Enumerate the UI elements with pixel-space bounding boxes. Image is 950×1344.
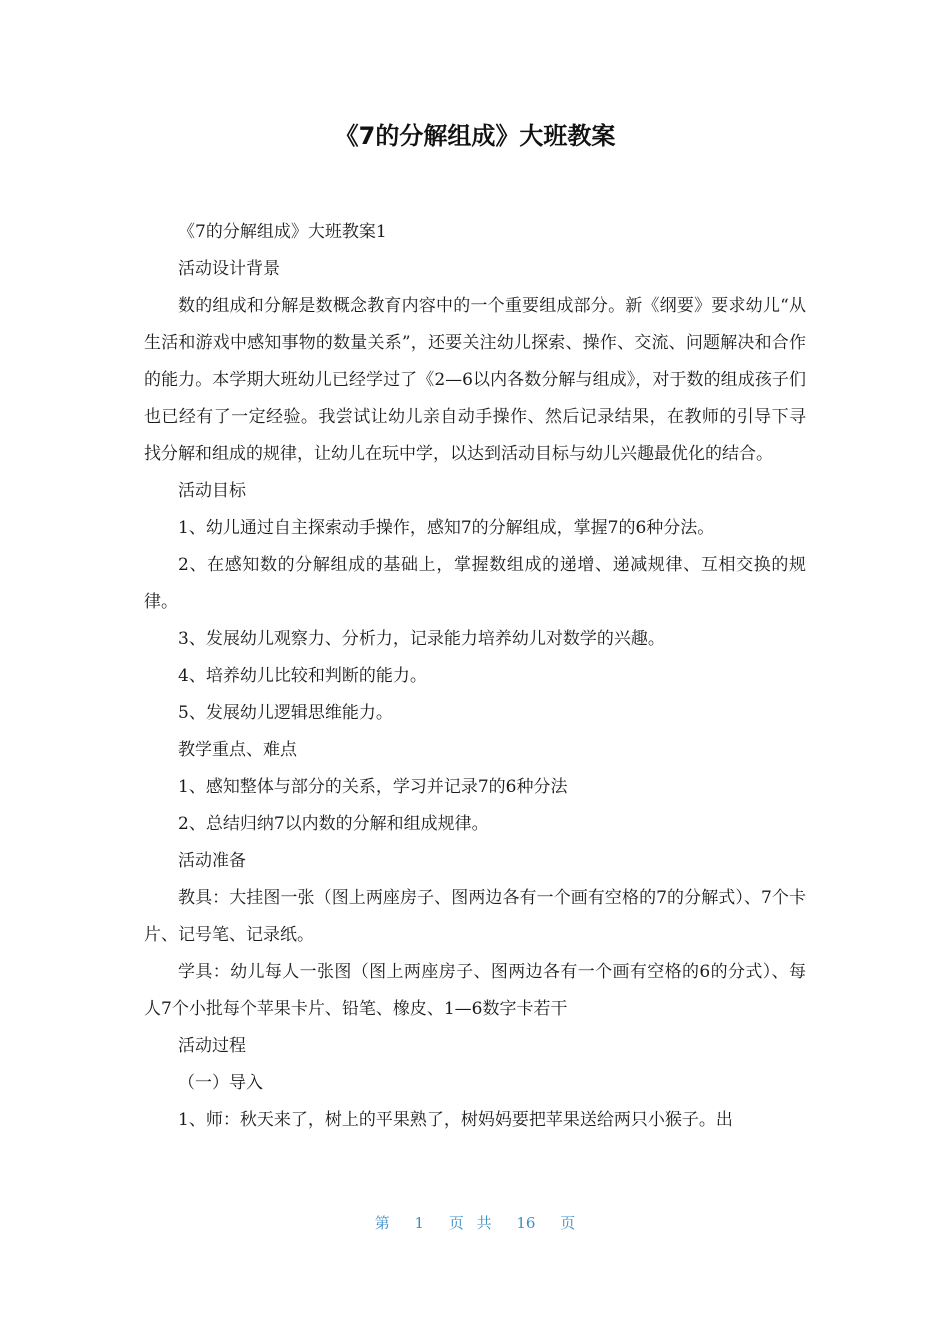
list-item: 4、培养幼儿比较和判断的能力。 <box>178 666 427 686</box>
section-heading: 活动过程 <box>178 1036 246 1056</box>
section-heading: 教学重点、难点 <box>178 740 297 760</box>
list-item: 2、在感知数的分解组成的基础上，掌握数组成的递增、递减规律、互相交换的规律。 <box>144 555 806 612</box>
sub-heading: （一）导入 <box>178 1073 263 1093</box>
document-body <box>144 214 806 1139</box>
document-title: 《7的分解组成》大班教案 <box>334 122 616 150</box>
list-item: 1、感知整体与部分的关系，学习并记录7的6种分法 <box>178 777 568 797</box>
footer-page-number: 1 <box>414 1214 425 1232</box>
paragraph-heading: 《7的分解组成》大班教案1 <box>178 222 387 242</box>
footer-page-label: 第 <box>374 1214 390 1232</box>
paragraph: 教具：大挂图一张（图上两座房子、图两边各有一个画有空格的7的分解式）、7个卡片、记号笔、记录纸。 <box>144 888 806 945</box>
paragraph: 学具：幼儿每人一张图（图上两座房子、图两边各有一个画有空格的6的分式）、每人7个小批每个苹果卡片、铅笔、橡皮、1—6数字卡若干 <box>144 962 806 1019</box>
paragraph: 1、师：秋天来了，树上的平果熟了，树妈妈要把苹果送给两只小猴子。出 <box>178 1110 733 1130</box>
list-item: 2、总结归纳7以内数的分解和组成规律。 <box>178 814 489 834</box>
section-heading: 活动目标 <box>178 481 246 501</box>
list-item: 5、发展幼儿逻辑思维能力。 <box>178 703 393 723</box>
footer-total-pages: 16 <box>516 1214 536 1232</box>
list-item: 3、发展幼儿观察力、分析力，记录能力培养幼儿对数学的兴趣。 <box>178 629 665 649</box>
list-item: 1、幼儿通过自主探索动手操作，感知7的分解组成，掌握7的6种分法。 <box>178 518 715 538</box>
section-heading: 活动设计背景 <box>178 259 280 279</box>
section-heading: 活动准备 <box>178 851 246 871</box>
page-footer <box>0 1212 950 1233</box>
paragraph: 数的组成和分解是数概念教育内容中的一个重要组成部分。新《纲要》要求幼儿“从生活和游戏中感知事物的数量关系”，还要关注幼儿探索、操作、交流、问题解决和合作的能力。本学期大班幼儿已经学过了《2—6以内各数分解与组成》，对于数的组成孩子们也已经有了一定经验。我尝试让幼儿亲自动手操作、然后记录结果，在教师的引导下寻找分解和组成的规律，让幼儿在玩中学，以达到活动目标与幼儿兴趣最优化的结合。 <box>144 296 806 464</box>
footer-of-label: 页 共 <box>448 1214 492 1232</box>
footer-end-label: 页 <box>560 1214 576 1232</box>
